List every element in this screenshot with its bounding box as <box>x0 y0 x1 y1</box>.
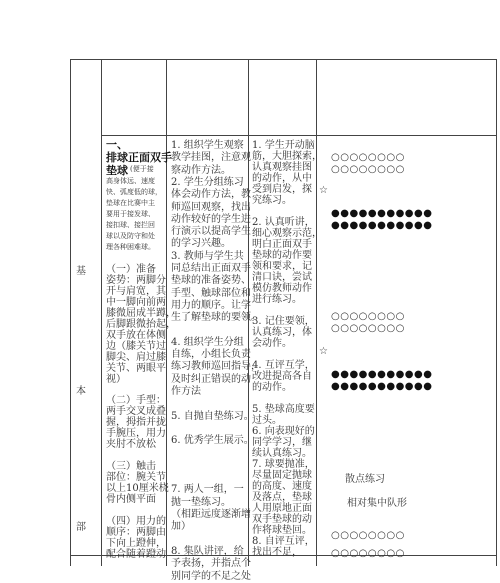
teacher-step-line: 5. 自抛自垫练习。 <box>171 410 254 422</box>
topic-note-line: 快、弧度低的球， <box>106 188 162 196</box>
topic-point-line: 两手交叉成叠 <box>106 406 166 418</box>
student-step-line: 的动作，从中 <box>252 173 312 184</box>
section-label-char: 部 <box>76 522 86 533</box>
formation-hollow-row: ○○○○○○○○ <box>331 152 405 163</box>
topic-point-line: 边（膝关节过 <box>106 340 166 352</box>
formation-solid-row: ●●●●●●●●●●● <box>331 208 433 219</box>
student-step-line: 垫球的动作要 <box>252 250 312 261</box>
student-step-line: 认真练习，体 <box>252 327 312 338</box>
topic-point-line: 中一脚向前两 <box>106 296 166 308</box>
scatter-practice-label: 散点练习 <box>345 474 385 485</box>
topic-point-line: 关节、两眼平 <box>106 362 166 374</box>
topic-number: 一、 <box>106 138 128 151</box>
teacher-step-line: 6. 优秀学生展示。 <box>171 435 254 447</box>
teacher-step-line: 教学挂图，注意观 <box>171 152 251 164</box>
topic-point-line: 后脚跟微抬起， <box>106 318 176 330</box>
teacher-step-line: 1. 组织学生观察 <box>171 140 244 151</box>
topic-point-line: 脚尖、肩过膝 <box>106 351 166 363</box>
teacher-step-line: 抛一垫练习。 <box>171 496 231 508</box>
topic-point-line: 开与肩宽，其 <box>106 285 166 297</box>
formation-hollow-row: ○○○○○○○○ <box>331 548 405 559</box>
topic-point-line: 配合随着蹬动 <box>106 548 166 560</box>
topic-note-line: (便于接 <box>130 165 154 173</box>
student-step-line: 模仿教师动作 <box>252 283 312 294</box>
topic-point-line: 视） <box>106 373 126 385</box>
topic-point-line: （一）准备 <box>106 264 156 275</box>
student-step-line: 过头。 <box>252 415 282 426</box>
teacher-step-line: （相距远度逐渐增 <box>171 509 251 520</box>
teacher-step-line: 行演示以提高学生 <box>171 226 251 238</box>
teacher-step-line: 自练，小组长负责 <box>171 349 251 361</box>
topic-point-line: 骨内侧平面 <box>106 493 156 505</box>
student-step-line: 6. 向表现好的 <box>252 426 315 437</box>
topic-note-line: 高身体远、速度 <box>106 177 155 185</box>
student-step-line: 作将球垫回。 <box>252 525 312 536</box>
section-label-char: 本 <box>76 386 86 397</box>
center-formation-label: 相对集中队形 <box>347 498 407 509</box>
student-step-line: 明白正面双手 <box>252 239 312 250</box>
teacher-step-line: 及时纠正错误的动 <box>171 373 251 385</box>
topic-point-line: 膝微屈成半蹲， <box>106 307 176 319</box>
teacher-step-line: 用力的顺序。让学 <box>171 299 251 311</box>
student-step-line: 认真观察挂图 <box>252 162 312 173</box>
teacher-step-line: 动作较好的学生进 <box>171 213 251 225</box>
topic-title-line: 垫球 <box>106 164 128 177</box>
teacher-step-line: 师巡回观察，找出 <box>171 201 251 213</box>
topic-point-line: 姿势：两脚分 <box>106 274 166 286</box>
teacher-position-star-icon: ☆ <box>319 346 328 357</box>
teacher-step-line: 4. 组织学生分组 <box>171 336 244 348</box>
student-step-line: 双手垫球的动 <box>252 514 312 525</box>
student-step-line: 续认真练习。 <box>252 448 312 459</box>
topic-point-line: 下向上蹬伸， <box>106 537 166 549</box>
topic-title-line: 排球正面双手 <box>106 151 172 164</box>
topic-note-line: 垫球在比赛中主 <box>106 199 155 207</box>
teacher-step-line: 察动作方法。 <box>171 164 231 176</box>
student-step-line: 筋，大胆探索， <box>252 151 322 162</box>
formation-hollow-row: ○○○○○○○○ <box>331 164 405 175</box>
formation-solid-row: ●●●●●●●●●●● <box>331 381 433 392</box>
teacher-step-line: 3. 教师与学生共 <box>171 250 244 262</box>
teacher-step-line: 8. 集队讲评，给 <box>171 545 244 557</box>
topic-note-line: 球以及防守和处 <box>106 232 155 240</box>
topic-note-line: 要用于接发球、 <box>106 210 155 218</box>
teacher-position-star-icon: ☆ <box>319 185 328 196</box>
student-step-line: 1. 学生开动脑 <box>252 140 315 151</box>
formation-hollow-row: ○○○○○○○○ <box>331 530 405 541</box>
topic-point-line: 手腕压，用力 <box>106 428 166 440</box>
student-step-line: 领和要求，记 <box>252 261 312 272</box>
formation-solid-row: ●●●●●●●●●●● <box>331 220 433 231</box>
student-step-line: 清口诀，尝试 <box>252 272 312 283</box>
column-line-2 <box>101 59 102 566</box>
teacher-step-line: 练习教师巡回指导， <box>171 361 261 373</box>
formation-hollow-row: ○○○○○○○○ <box>331 311 405 322</box>
student-step-line: 7. 球要抛准， <box>252 459 315 470</box>
student-step-line: 3. 记住要领， <box>252 316 315 327</box>
student-step-line: 同学学习，继 <box>252 437 312 448</box>
student-step-line: 找出不足， <box>252 547 302 558</box>
student-step-line: 会动作。 <box>252 338 292 349</box>
teacher-step-line: 手型、触球部位和 <box>171 287 251 299</box>
teacher-step-line: 的学习兴趣。 <box>171 238 231 250</box>
student-step-line: 4. 互评互学， <box>252 360 315 371</box>
topic-point-line: 部位：腕关节 <box>106 472 166 484</box>
teacher-step-line: 生了解垫球的要领。 <box>171 312 261 324</box>
student-step-line: 受到启发，探 <box>252 184 312 195</box>
topic-point-line: （二）手型： <box>106 395 166 407</box>
table-top-border <box>70 59 497 60</box>
formation-solid-row: ●●●●●●●●●●● <box>331 369 433 380</box>
student-step-line: 细心观察示范， <box>252 228 322 239</box>
student-step-line: 的动作。 <box>252 382 292 393</box>
topic-point-line: （四）用力的 <box>106 515 166 527</box>
student-step-line: 进行练习。 <box>252 294 302 305</box>
topic-note-line: 接扣球、接拦回 <box>106 221 155 229</box>
teacher-step-line: 垫球的准备姿势、 <box>171 275 251 287</box>
topic-point-line: 以上10厘米桡 <box>106 483 169 494</box>
teacher-step-line: 别同学的不足之处 <box>171 570 251 582</box>
topic-point-line: 握，拇指并拢 <box>106 417 166 429</box>
student-step-line: 究练习。 <box>252 195 292 206</box>
section-label-char: 基 <box>76 266 86 277</box>
column-line-1 <box>70 59 71 566</box>
formation-hollow-row: ○○○○○○○○ <box>331 323 405 334</box>
student-step-line: 尽量固定抛球 <box>252 470 312 481</box>
table-row-divider <box>101 135 497 136</box>
student-step-line: 人用原地正面 <box>252 503 312 514</box>
student-step-line: 及落点，垫球 <box>252 492 312 503</box>
student-step-line: 2. 认真听讲， <box>252 217 315 228</box>
student-step-line: 改进提高各自 <box>252 371 312 382</box>
column-line-6 <box>496 59 497 566</box>
student-step-line: 8. 自评互评， <box>252 536 315 547</box>
topic-point-line: 双手放在体侧 <box>106 329 166 341</box>
teacher-step-line: 体会动作方法，教 <box>171 189 251 201</box>
student-step-line: 5. 垫球高度要 <box>252 404 315 415</box>
teacher-step-line: 加） <box>171 521 191 533</box>
topic-point-line: （三）触击 <box>106 461 156 473</box>
student-step-line: 的高度、速度 <box>252 481 312 492</box>
column-line-5 <box>316 59 317 566</box>
teacher-step-line: 作方法 <box>171 386 201 397</box>
topic-point-line: 顺序：两脚由 <box>106 526 166 538</box>
teacher-step-line: 2. 学生分组练习 <box>171 176 244 188</box>
topic-note-line: 理各种困难球。 <box>106 243 155 251</box>
teacher-step-line: 7. 两人一组，一 <box>171 484 244 496</box>
teacher-step-line: 同总结出正面双手 <box>171 263 251 274</box>
teacher-step-line: 予表扬，并指点个 <box>171 558 251 570</box>
topic-point-line: 夹肘不放松 <box>106 439 156 451</box>
